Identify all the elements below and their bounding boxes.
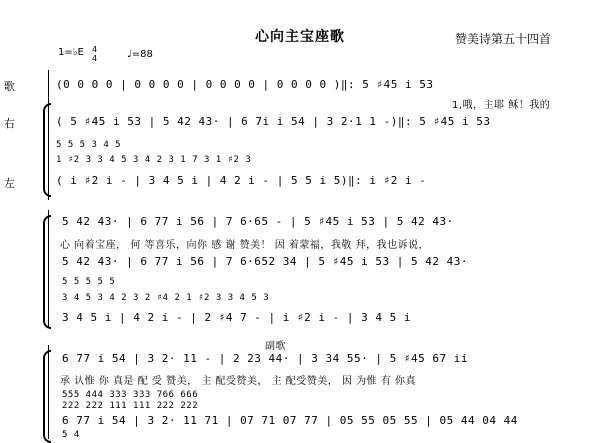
meter-bottom: 4	[92, 54, 98, 63]
system-3-left-partial: 5 4	[62, 430, 80, 440]
system-2-lyric: 心 向着宝座， 何 等喜乐，向你 感 谢 赞美！ 因 着蒙福，我敬 拜，我也诉说，	[60, 240, 430, 251]
system-3-melody: 6 77 i 54 | 3 2· 11 - | 2 23 44· | 3 34 55· | 5 ♯45 67 ii	[62, 352, 468, 365]
tempo-marking: ♩=88	[127, 49, 153, 60]
system-2-melody: 5 42 43· | 6 77 i 56 | 7 6·65 - | 5 ♯45 i 53 | 5 42 43·	[62, 215, 454, 228]
part-label-voice: 歌	[4, 80, 15, 93]
system-2-left-top2: 3 4 5 3 4 2 3 2 ♯4 2 1 ♯2 3 3 4 5 3	[62, 293, 270, 303]
system-3-lyric: 承 认惟 你 真是 配 受 赞美， 主 配受赞美， 主 配受赞美， 因 为惟 有 你真	[60, 376, 417, 387]
part-label-right: 右	[4, 117, 15, 130]
time-signature	[92, 45, 97, 63]
section-label-chorus: 副歌	[265, 341, 286, 352]
system-2-brace	[43, 215, 51, 329]
system-1-right-hand: ( 5 ♯45 i 53 | 5 42 43· | 6 7i i 54 | 3 2·1 1 -)‖: 5 ♯45 i 53	[56, 115, 491, 128]
page-title: 心向主宝座歌	[255, 29, 345, 45]
system-1-left-hand: ( i ♯2 i - | 3 4 5 i | 4 2 i - | 5 5 i 5)‖: i ♯2 i -	[56, 174, 427, 187]
system-1-lyric: 1,哦，主耶 稣！我的	[452, 100, 551, 111]
meter-top: 4	[92, 45, 98, 54]
system-3-right-top1: 555 444 333 333 766 666	[62, 390, 199, 400]
key-signature: 1=♭E	[58, 47, 84, 58]
system-2-left-hand: 3 4 5 i | 4 2 i - | 2 ♯4 7 - | i ♯2 i - | 3 4 5 i	[62, 311, 412, 324]
system-1-left-top1: 5 5 5 3 4 5	[56, 140, 122, 150]
system-3-right-hand: 6 77 i 54 | 3 2· 11 71 | 07 71 07 77 | 05 55 05 55 | 05 44 04 44	[62, 414, 518, 427]
hymn-number: 赞美诗第五十四首	[455, 32, 552, 46]
system-3-brace	[43, 350, 51, 443]
system-1-melody: (0 0 0 0 | 0 0 0 0 | 0 0 0 0 | 0 0 0 0 )‖: 5 ♯45 i 53	[56, 78, 434, 91]
system-1-left-top2: 1 ♯2 3 3 4 5 3 4 2 3 1 7 3 1 ♯2 3	[56, 155, 252, 165]
system-1-brace	[43, 103, 51, 197]
part-label-left: 左	[4, 177, 15, 190]
system-3-right-top2: 222 222 111 111 222 222	[62, 401, 199, 411]
system-2-left-top1: 5 5 5 5 5	[62, 277, 116, 287]
system-2-right-hand: 5 42 43· | 6 77 i 56 | 7 6·652 34 | 5 ♯45 i 53 | 5 42 43·	[62, 255, 468, 268]
